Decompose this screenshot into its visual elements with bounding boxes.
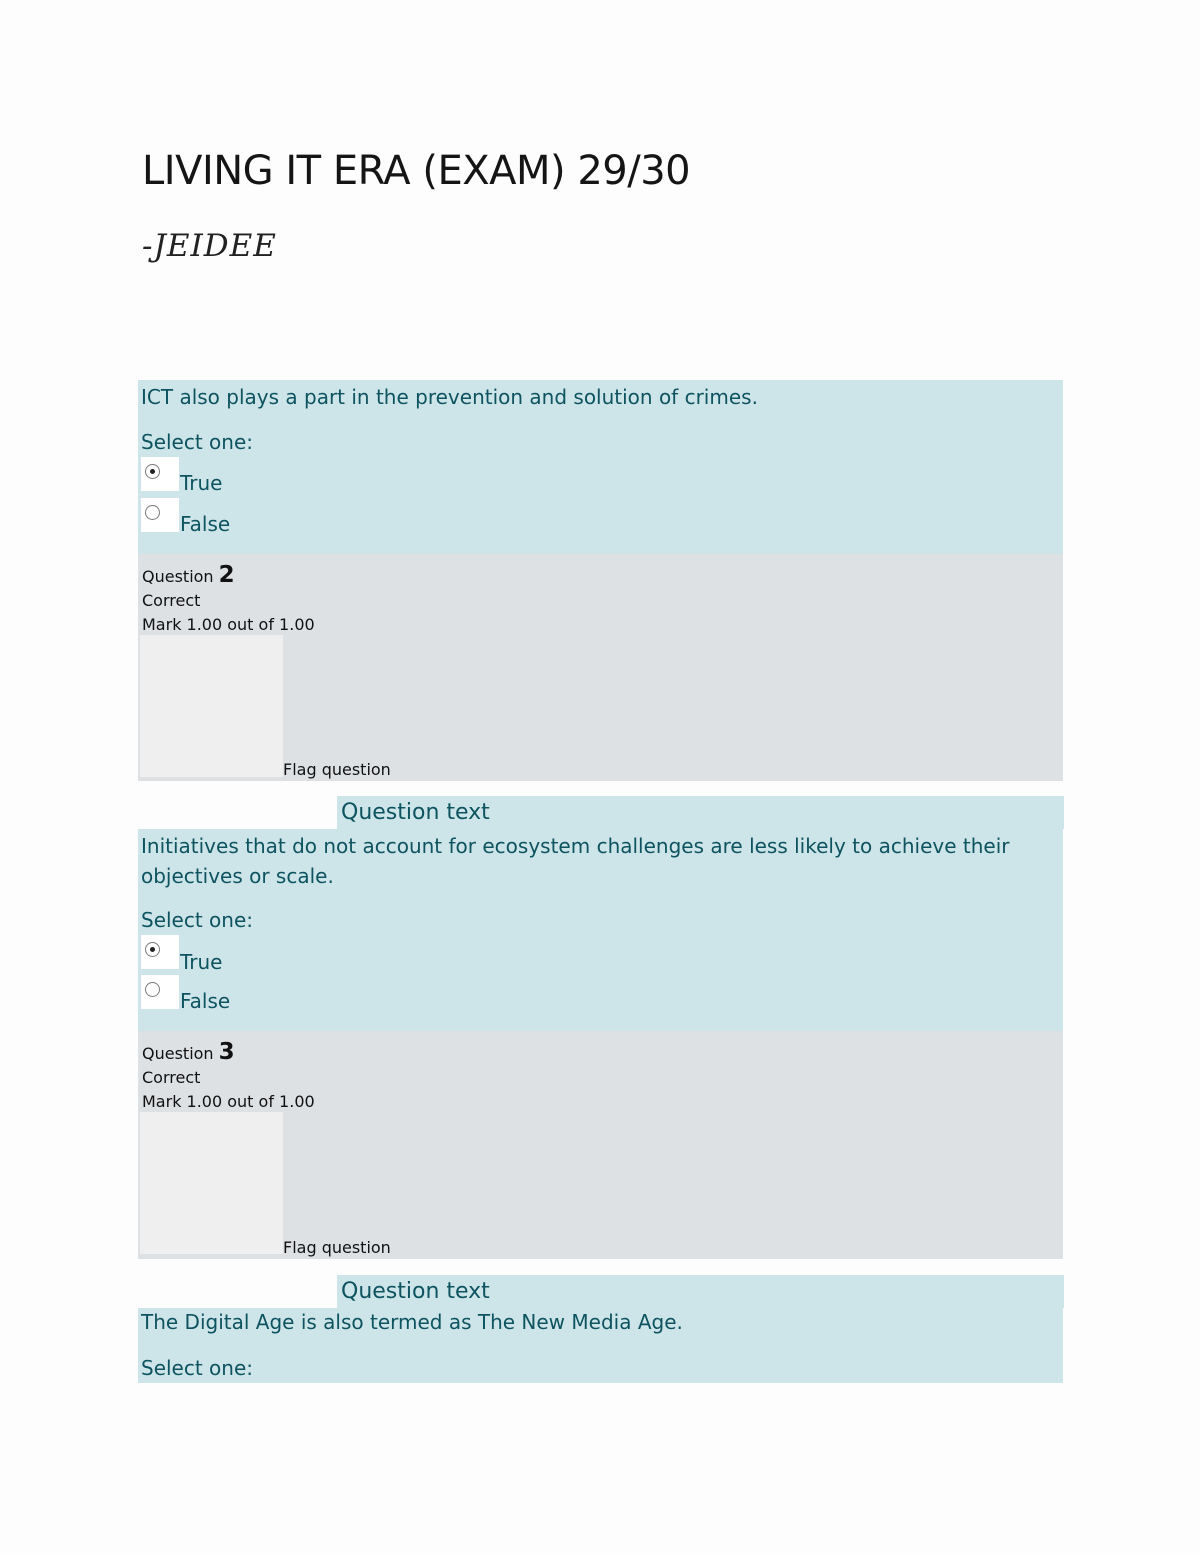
question-word: Question	[142, 1044, 214, 1063]
author-signature: -JEIDEE	[142, 228, 277, 264]
question-2-label	[142, 562, 235, 588]
question-3-mark: Mark 1.00 out of 1.00	[142, 1092, 315, 1111]
flag-question-link[interactable]: Flag question	[283, 1238, 391, 1257]
question-2-option-true-radio[interactable]	[141, 935, 179, 969]
question-1-option-false-label[interactable]: False	[180, 512, 231, 536]
question-1-option-true-label[interactable]: True	[180, 471, 223, 495]
question-3-status: Correct	[142, 1068, 201, 1087]
flag-question-icon-area[interactable]	[140, 1112, 283, 1254]
question-3-info	[138, 1031, 1063, 1259]
flag-question-icon-area[interactable]	[140, 635, 283, 777]
flag-question-link[interactable]: Flag question	[283, 760, 391, 779]
question-3-text-header: Question text	[337, 1275, 1064, 1308]
question-word: Question	[142, 567, 214, 586]
question-2-select-prompt: Select one:	[141, 908, 254, 932]
question-2-option-false-label[interactable]: False	[180, 989, 231, 1013]
question-3-block	[138, 1308, 1063, 1383]
question-2-option-false-radio[interactable]	[141, 975, 179, 1009]
question-1-option-false-radio[interactable]	[141, 498, 179, 532]
question-1-option-true-radio[interactable]	[141, 457, 179, 491]
question-number: 3	[218, 1039, 235, 1065]
question-2-mark: Mark 1.00 out of 1.00	[142, 615, 315, 634]
radio-checked-icon	[145, 942, 160, 957]
question-number: 2	[218, 562, 235, 588]
question-3-label	[142, 1039, 235, 1065]
radio-unchecked-icon	[145, 505, 160, 520]
question-1-select-prompt: Select one:	[141, 430, 254, 454]
document-title: LIVING IT ERA (EXAM) 29/30	[142, 148, 691, 194]
question-3-text: The Digital Age is also termed as The New Media Age.	[141, 1310, 683, 1334]
question-1-text: ICT also plays a part in the prevention and solution of crimes.	[141, 385, 758, 409]
question-3-select-prompt: Select one:	[141, 1356, 254, 1380]
question-2-block	[138, 829, 1063, 1031]
question-2-info	[138, 554, 1063, 781]
radio-checked-icon	[145, 464, 160, 479]
question-2-option-true-label[interactable]: True	[180, 950, 223, 974]
question-2-status: Correct	[142, 591, 201, 610]
question-2-text-header: Question text	[337, 796, 1064, 829]
radio-unchecked-icon	[145, 982, 160, 997]
question-2-text: Initiatives that do not account for ecosystem challenges are less likely to achieve their objectives or scale.	[141, 834, 1010, 888]
question-1-block	[138, 380, 1063, 554]
